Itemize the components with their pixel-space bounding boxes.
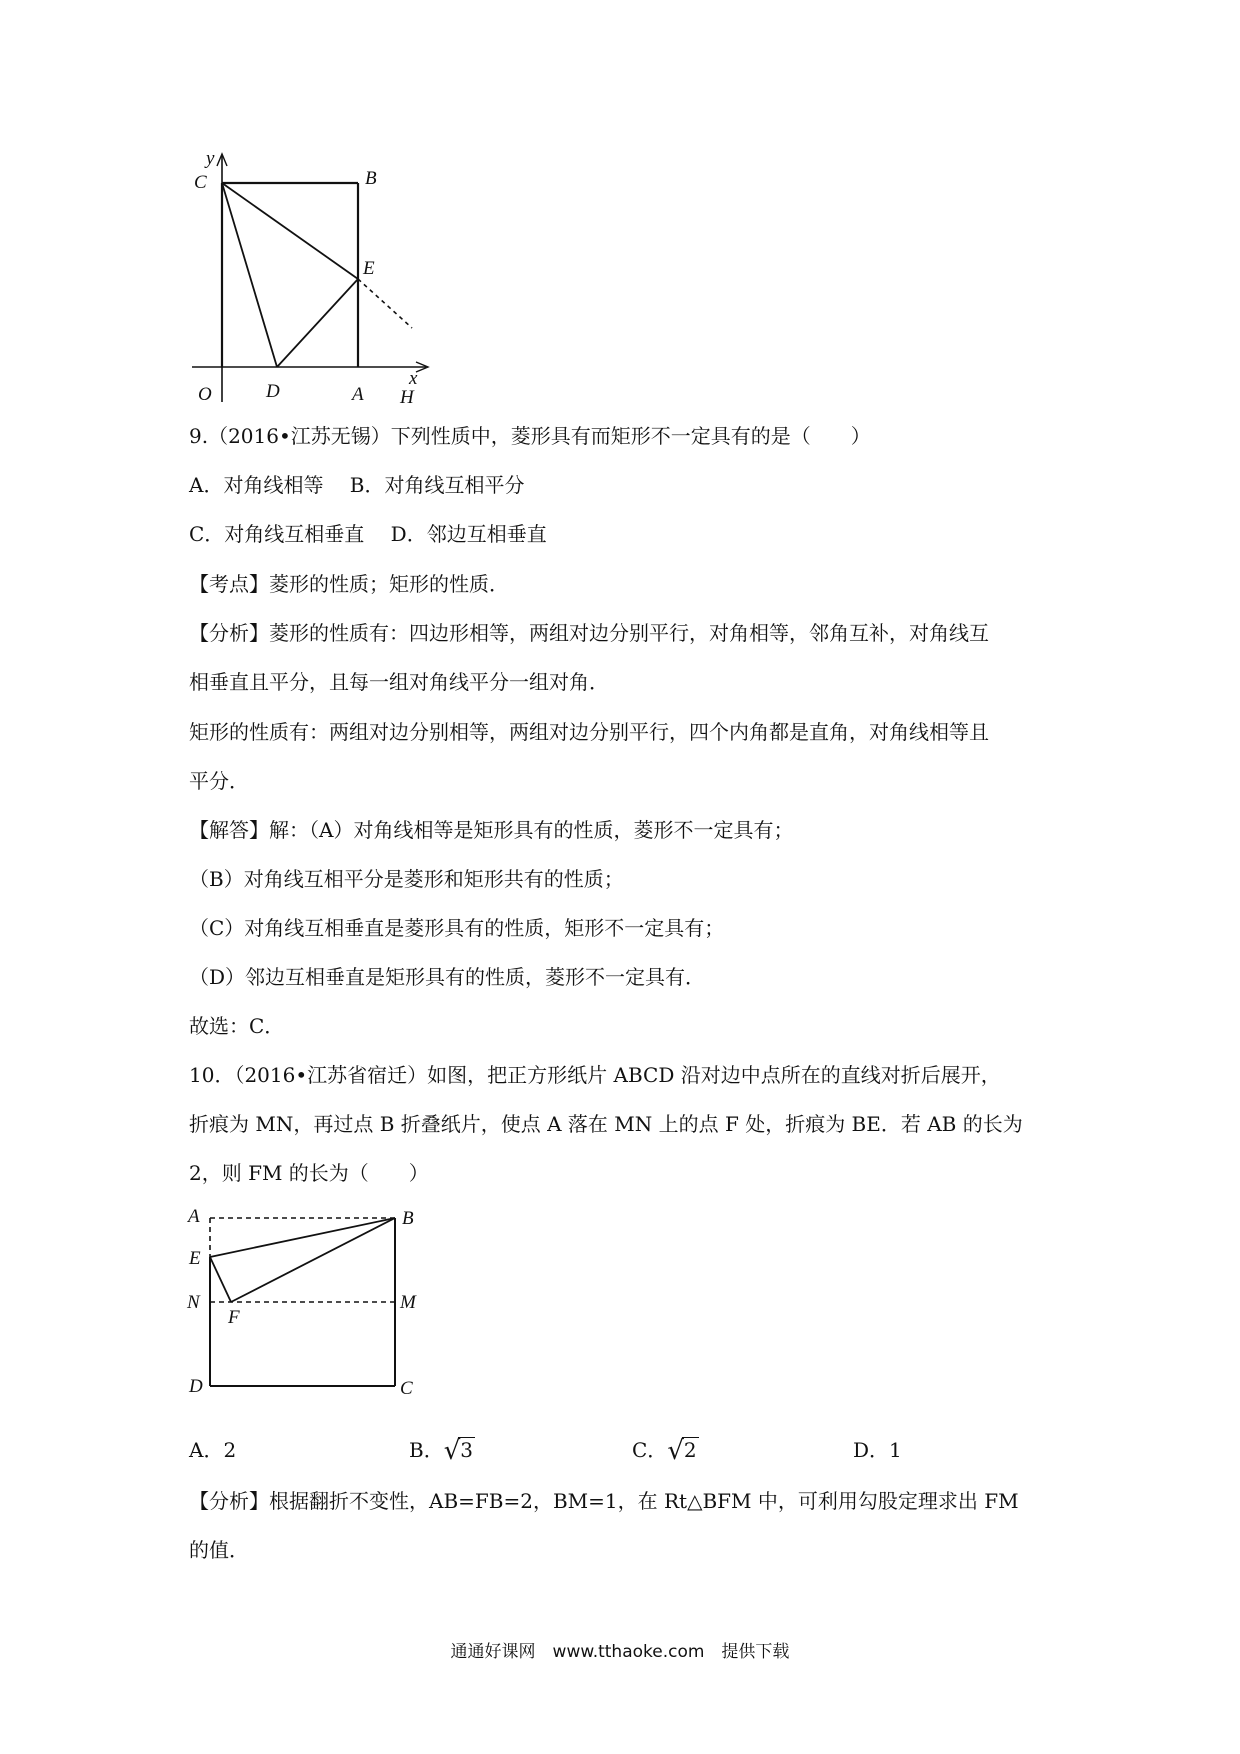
q10-option-d: D．1 — [853, 1438, 902, 1462]
q9-kaodian: 【考点】菱形的性质；矩形的性质． — [189, 572, 509, 596]
label-E: E — [189, 1248, 201, 1269]
segment-DE — [277, 279, 358, 367]
label-A: A — [352, 384, 364, 405]
label-C: C — [400, 1378, 413, 1399]
label-O: O — [198, 384, 212, 405]
sqrt-3: √3 — [443, 1436, 474, 1466]
label-D: D — [189, 1376, 203, 1397]
q9-jieda-1: 【解答】解：（A）对角线相等是矩形具有的性质，菱形不一定具有； — [189, 818, 794, 842]
q10-option-c: C．√2 — [632, 1436, 697, 1466]
label-x: x — [409, 368, 418, 389]
q9-stem: 9.（2016•江苏无锡）下列性质中，菱形具有而矩形不一定具有的是（ ） — [189, 424, 871, 448]
segment-EF — [210, 1257, 231, 1302]
q9-fenxi-3: 矩形的性质有：两组对边分别相等，两组对边分别平行，四个内角都是直角，对角线相等且 — [189, 720, 989, 744]
q10-fenxi-1: 【分析】根据翻折不变性，AB=FB=2，BM=1，在 Rt△BFM 中，可利用勾股定理求出 FM — [189, 1489, 1019, 1513]
q10-stem-3: 2，则 FM 的长为（ ） — [189, 1161, 429, 1185]
segment-BF — [231, 1218, 395, 1302]
sqrt-2: √2 — [667, 1436, 697, 1466]
q9-answer: 故选：C． — [189, 1014, 285, 1038]
q9-options-line1: A．对角线相等 B．对角线互相平分 — [189, 473, 525, 497]
coordinate-figure — [180, 150, 450, 410]
q9-fenxi-1: 【分析】菱形的性质有：四边形相等，两组对边分别平行，对角相等，邻角互补，对角线互 — [189, 621, 989, 645]
footer-source: 通通好课网 www.tthaoke.com 提供下载 — [450, 1642, 790, 1662]
q9-fenxi-2: 相垂直且平分，且每一组对角线平分一组对角． — [189, 670, 609, 694]
q10-options — [189, 1436, 1089, 1466]
q9-jieda-2: （B）对角线互相平分是菱形和矩形共有的性质； — [189, 867, 624, 891]
q9-jieda-4: （D）邻边互相垂直是矩形具有的性质，菱形不一定具有． — [189, 965, 706, 989]
label-B: B — [365, 168, 377, 189]
segment-EB — [210, 1218, 395, 1257]
q9-options-line2: C．对角线互相垂直 D．邻边互相垂直 — [189, 522, 547, 546]
segment-CD — [222, 183, 277, 367]
label-M: M — [400, 1292, 416, 1313]
label-E: E — [363, 258, 375, 279]
label-N: N — [187, 1292, 200, 1313]
q10-option-a: A．2 — [189, 1438, 237, 1462]
label-D: D — [266, 381, 280, 402]
q9-jieda-3: （C）对角线互相垂直是菱形具有的性质，矩形不一定具有； — [189, 916, 725, 940]
q10-fenxi-2: 的值． — [189, 1538, 249, 1562]
q9-fenxi-4: 平分． — [189, 769, 249, 793]
q10-option-b: B．√3 — [409, 1436, 474, 1466]
label-F: F — [228, 1307, 240, 1328]
label-y: y — [206, 150, 215, 169]
label-A: A — [188, 1206, 200, 1227]
q10-stem-1: 10．（2016•江苏省宿迁）如图，把正方形纸片 ABCD 沿对边中点所在的直线对折后展开， — [189, 1063, 1001, 1087]
label-B: B — [402, 1208, 414, 1229]
dashed-segment-EH — [358, 279, 412, 328]
q10-stem-2: 折痕为 MN，再过点 B 折叠纸片，使点 A 落在 MN 上的点 F 处，折痕为 BE．若 AB 的长为 — [189, 1112, 1023, 1136]
label-C: C — [194, 172, 207, 193]
square-fold-figure — [180, 1200, 440, 1420]
segment-CE — [222, 183, 358, 279]
label-H: H — [400, 387, 414, 408]
